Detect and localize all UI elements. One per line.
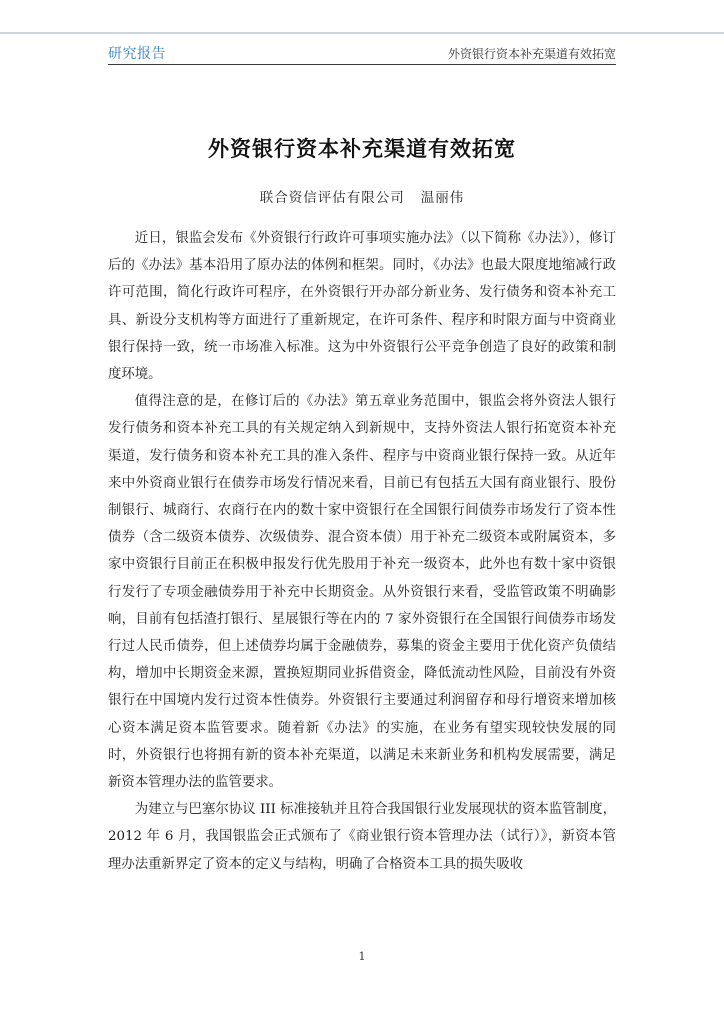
header-document-title: 外资银行资本补充渠道有效拓宽 [447,47,616,61]
paragraph-3: 为建立与巴塞尔协议 III 标准接轨并且符合我国银行业发展现状的资本监管制度，2012 年 6 月，我国银监会正式颁布了《商业银行资本管理办法（试行）》，新资本管理办法重新界定了资本的定义与结构，明确了合格资本工具的损失吸收 [108,802,616,872]
header-divider [108,64,616,65]
article-body [108,225,616,878]
paragraph-1: 近日，银监会发布《外资银行行政许可事项实施办法》（以下简称《办法》），修订后的《办法》基本沿用了原办法的体例和框架。同时，《办法》也最大限度地缩减行政许可范围，简化行政许可程序，在外资银行开办部分新业务、发行债务和资本补充工具、新设分支机构等方面进行了重新规定，在许可条件、程序和时限方面与中资商业银行保持一致，统一市场准入标准。这为中外资银行公平竞争创造了良好的政策和制度环境。 [108,231,616,383]
page-header [108,43,616,65]
author-organization: 联合资信评估有限公司 [259,190,405,206]
document-title: 外资银行资本补充渠道有效拓宽 [208,136,516,161]
author-name: 温丽伟 [420,190,465,206]
byline [108,186,616,206]
page-number: 1 [358,950,366,963]
paragraph-2: 值得注意的是，在修订后的《办法》第五章业务范围中，银监会将外资法人银行发行债务和资本补充工具的有关规定纳入到新规中，支持外资法人银行拓宽资本补充渠道，发行债务和资本补充工具的准入条件、程序与中资商业银行保持一致。从近年来中外资商业银行在债券市场发行情况来看，目前已有包括五大国有商业银行、股份制银行、城商行、农商行在内的数十家中资银行在全国银行间债券市场发行了资本性债券（含二级资本债券、次级债券、混合资本债）用于补充二级资本或附属资本，多家中资银行目前正在积极申报发行优先股用于补充一级资本，此外也有数十家中资银行发行了专项金融债券用于补充中长期资金。从外资银行来看，受监管政策不明确影响，目前有包括渣打银行、星展银行等在内的 7 家外资银行在全国银行间债券市场发行过人民币债券，但上述债券均属于金融债券，募集的资金主要用于优化资产负债结构，增加中长期资金来源，置换短期同业拆借资金，降低流动性风险，目前没有外资银行在中国境内发行过资本性债券。外资银行主要通过利润留存和母行增资来增加核心资本满足资本监管要求。随着新《办法》的实施，在业务有望实现较快发展的同时，外资银行也将拥有新的资本补充渠道，以满足未来新业务和机构发展需要，满足新资本管理办法的监管要求。 [108,394,616,791]
top-border-line [0,32,724,34]
header-section-label: 研究报告 [108,46,166,62]
